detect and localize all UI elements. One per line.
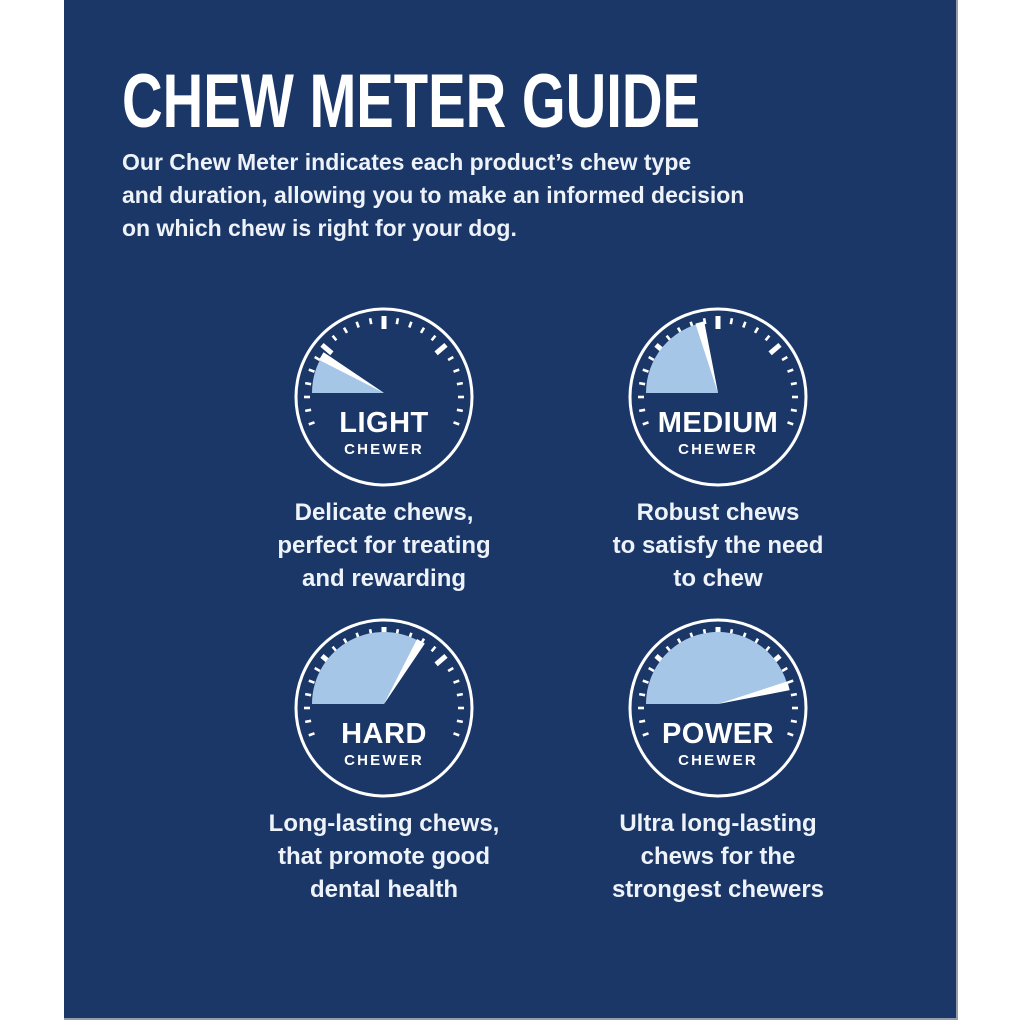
- power-chewer-gauge-icon: [624, 614, 812, 802]
- light-chewer-gauge-icon: [290, 303, 478, 491]
- page-title: CHEW METER GUIDE: [122, 59, 701, 144]
- gauge-section-hard: [224, 614, 544, 906]
- gauge-label: POWER: [661, 718, 775, 750]
- gauge-description-line: strongest chewers: [611, 876, 825, 903]
- gauge-dial-icon: [624, 614, 812, 802]
- gauge-sublabel: CHEWER: [344, 441, 424, 458]
- gauge-description-line: to satisfy the need: [612, 532, 824, 559]
- gauge-description-line: Ultra long-lasting: [619, 810, 817, 837]
- gauge-dial-icon: [290, 614, 478, 802]
- gauge-description-line: dental health: [309, 876, 459, 903]
- gauge-label: MEDIUM: [657, 407, 779, 439]
- intro-line: Our Chew Meter indicates each product’s chew type: [122, 149, 692, 175]
- medium-chewer-gauge-icon: [624, 303, 812, 491]
- gauge-description-line: Robust chews: [636, 499, 800, 526]
- gauge-sublabel: CHEWER: [678, 441, 758, 458]
- hard-chewer-gauge-icon: [290, 614, 478, 802]
- gauge-dial-icon: [624, 303, 812, 491]
- gauge-section-light: [224, 303, 544, 595]
- intro-line: and duration, allowing you to make an informed decision: [122, 182, 745, 208]
- gauge-description: [224, 496, 544, 595]
- gauge-sublabel: CHEWER: [678, 752, 758, 769]
- intro-line: on which chew is right for your dog.: [122, 215, 517, 241]
- gauge-description-line: and rewarding: [301, 565, 467, 592]
- chew-meter-panel: [64, 0, 958, 1020]
- gauge-label: HARD: [341, 718, 427, 750]
- gauge-description-line: that promote good: [278, 843, 490, 870]
- gauge-label: LIGHT: [339, 407, 429, 439]
- gauge-description: [224, 807, 544, 906]
- gauge-description-line: perfect for treating: [277, 532, 491, 559]
- intro-text: [122, 146, 744, 245]
- gauge-description-line: to chew: [673, 565, 763, 592]
- gauge-sublabel: CHEWER: [344, 752, 424, 769]
- gauge-section-power: [558, 614, 878, 906]
- gauge-description: [558, 496, 878, 595]
- gauge-description-line: chews for the: [640, 843, 796, 870]
- gauge-description-line: Delicate chews,: [294, 499, 474, 526]
- gauge-section-medium: [558, 303, 878, 595]
- gauge-dial-icon: [290, 303, 478, 491]
- gauge-description-line: Long-lasting chews,: [268, 810, 500, 837]
- gauge-description: [558, 807, 878, 906]
